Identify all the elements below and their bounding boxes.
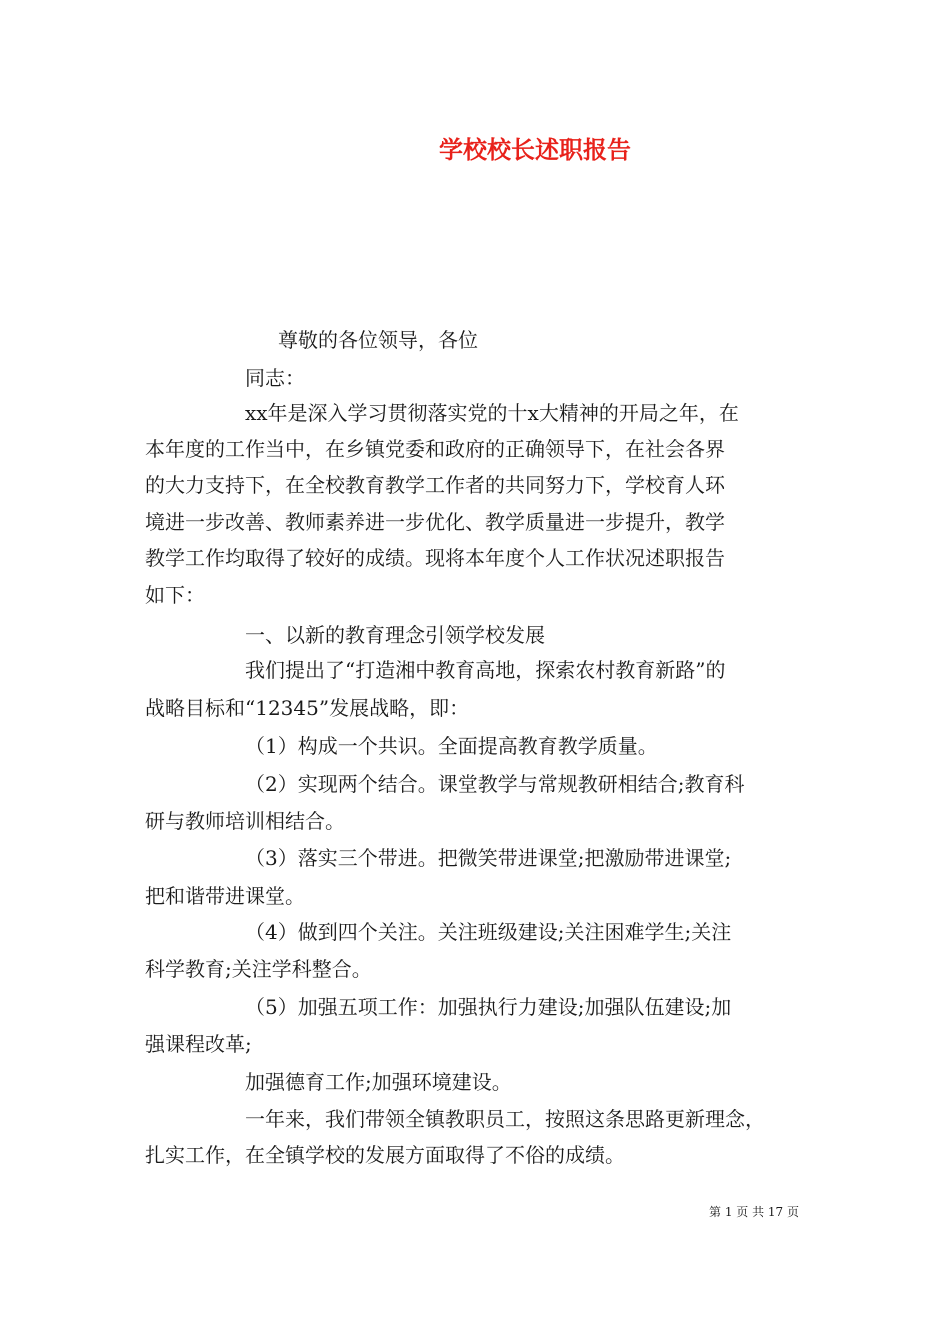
text-line: 把和谐带进课堂。 — [145, 884, 305, 908]
document-title: 学校校长述职报告 — [439, 135, 631, 164]
text-line: 同志： — [245, 366, 305, 390]
text-line: 境进一步改善、教师素养进一步优化、教学质量进一步提升，教学 — [145, 510, 725, 534]
list-item: （1）构成一个共识。全面提高教育教学质量。 — [245, 734, 658, 758]
text-line: 加强德育工作;加强环境建设。 — [245, 1070, 512, 1094]
text-line: xx年是深入学习贯彻落实党的十x大精神的开局之年，在 — [245, 401, 739, 425]
section-heading: 一、以新的教育理念引领学校发展 — [245, 623, 545, 647]
text-line: 如下： — [145, 583, 205, 607]
list-item: （2）实现两个结合。课堂教学与常规教研相结合;教育科 — [245, 772, 745, 796]
list-item: （3）落实三个带进。把微笑带进课堂;把激励带进课堂; — [245, 846, 732, 870]
text-line: 研与教师培训相结合。 — [145, 809, 345, 833]
text-line: 一年来，我们带领全镇教职员工，按照这条思路更新理念， — [245, 1107, 765, 1131]
text-line: 的大力支持下，在全校教育教学工作者的共同努力下，学校育人环 — [145, 473, 725, 497]
text-line: 科学教育;关注学科整合。 — [145, 957, 372, 981]
text-line: 尊敬的各位领导，各位 — [278, 328, 478, 352]
text-line: 强课程改革; — [145, 1032, 252, 1056]
text-line: 本年度的工作当中，在乡镇党委和政府的正确领导下，在社会各界 — [145, 437, 725, 461]
page-number: 第 1 页 共 17 页 — [709, 1205, 799, 1219]
text-line: 扎实工作，在全镇学校的发展方面取得了不俗的成绩。 — [145, 1143, 625, 1167]
text-line: 教学工作均取得了较好的成绩。现将本年度个人工作状况述职报告 — [145, 546, 725, 570]
list-item: （4）做到四个关注。关注班级建设;关注困难学生;关注 — [245, 920, 732, 944]
text-line: 我们提出了“打造湘中教育高地，探索农村教育新路”的 — [245, 658, 726, 682]
list-item: （5）加强五项工作：加强执行力建设;加强队伍建设;加 — [245, 995, 732, 1019]
text-line: 战略目标和“12345”发展战略，即： — [145, 696, 470, 720]
